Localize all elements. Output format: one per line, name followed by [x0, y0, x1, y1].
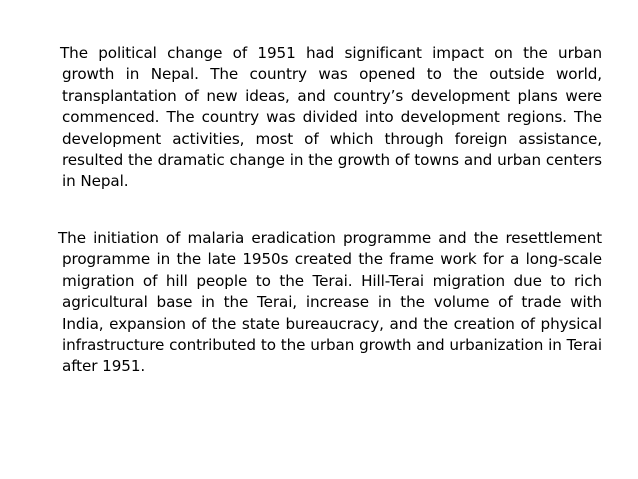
paragraph-urban-growth-1951: The political change of 1951 had significant impact on the urban growth in Nepal. The country was opened to the outside world, transplantation of new ideas, and country’s development plans were commenced. The country was divided into development regions. The development activities, most of which through foreign assistance, resulted the dramatic change in the growth of towns and urban centers in Nepal. [60, 44, 602, 191]
paragraph-terai-migration: The initiation of malaria eradication programme and the resettlement programme in the late 1950s created the frame work for a long-scale migration of hill people to the Terai. Hill-Terai migration due to rich agricultural base in the Terai, increase in the volume of trade with India, expansion of the state bureaucracy, and the creation of physical infrastructure contributed to the urban growth and urbanization in Terai after 1951. [58, 229, 602, 376]
